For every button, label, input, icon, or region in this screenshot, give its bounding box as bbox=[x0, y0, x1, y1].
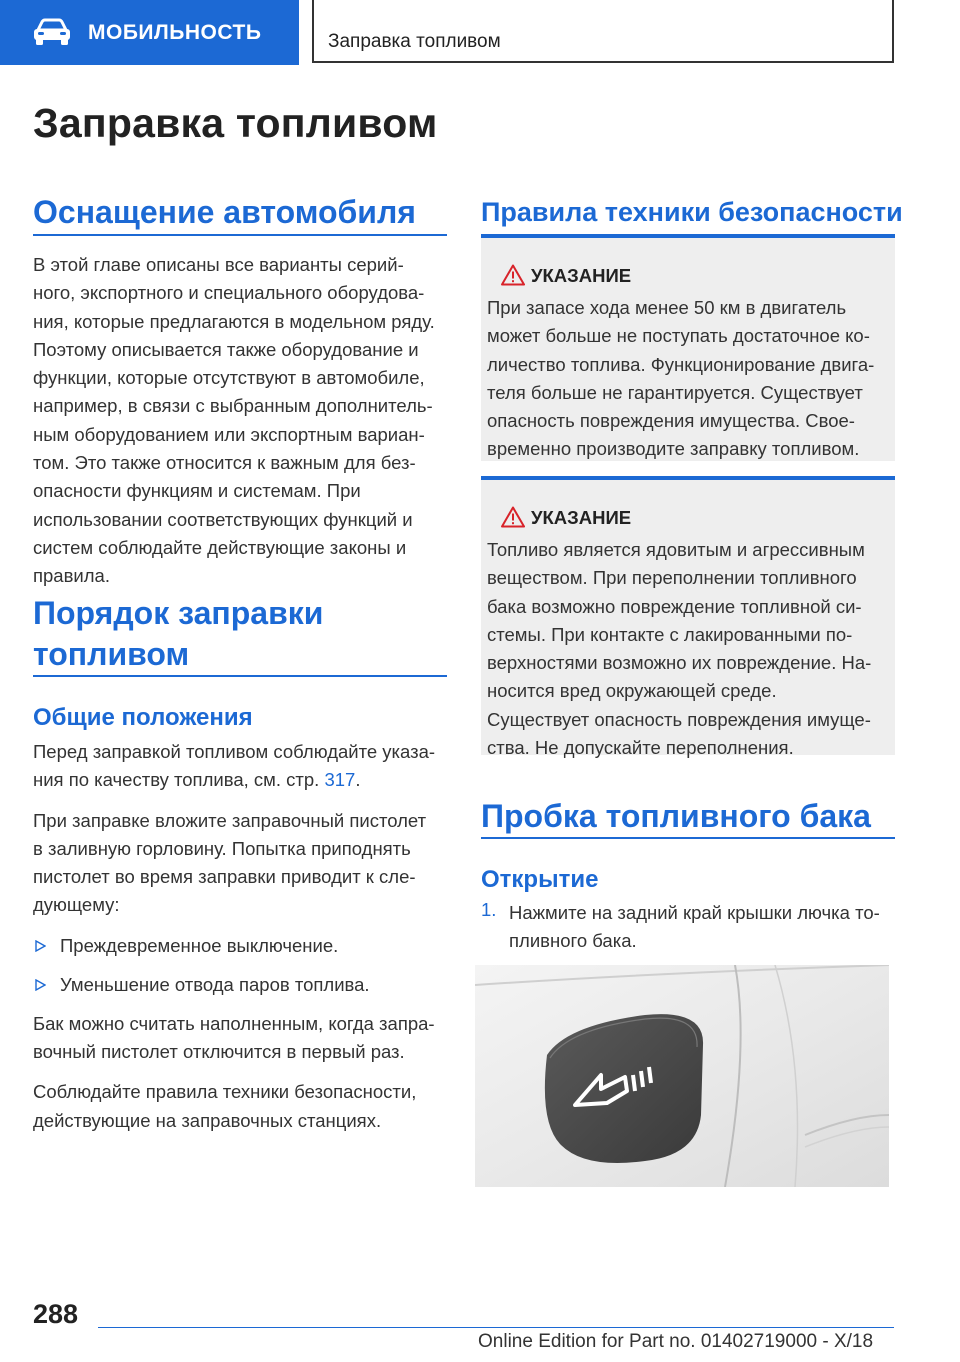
procedure-heading-line: Порядок заправки bbox=[33, 595, 324, 631]
text-line: правила. bbox=[33, 565, 110, 587]
text-line: ного, экспортного и специального оборудова- bbox=[33, 282, 425, 304]
safety-heading: Правила техники безопасности bbox=[481, 197, 903, 227]
text-line: дующему: bbox=[33, 894, 120, 916]
warning-box bbox=[481, 476, 895, 759]
warning-icon bbox=[501, 506, 525, 528]
text-line: теля больше не гарантируется. Существует bbox=[487, 381, 863, 403]
section-label: МОБИЛЬНОСТЬ bbox=[88, 21, 262, 44]
text-line: Перед заправкой топливом соблюдайте указа- bbox=[33, 741, 436, 762]
warning-title: УКАЗАНИЕ bbox=[531, 507, 632, 528]
text-line: личество топлива. Функционирование двига- bbox=[487, 353, 875, 375]
text-line: Существует опасность повреждения имуще- bbox=[487, 708, 871, 730]
text-line: В этой главе описаны все варианты серий- bbox=[33, 254, 404, 275]
text-line: стемы. При контакте с лакированными по- bbox=[487, 623, 853, 645]
general-text bbox=[33, 738, 453, 1135]
text-line: функции, которые отсутствуют в автомобиле, bbox=[33, 367, 425, 389]
fuel-flap-illustration bbox=[475, 965, 889, 1187]
text-line: ным оборудованием или экспортным вариан- bbox=[33, 423, 425, 445]
procedure-heading-line: топливом bbox=[33, 636, 190, 672]
text-line: опасности функциям и системам. При bbox=[33, 480, 361, 502]
text-line: действующие на заправочных станциях. bbox=[33, 1109, 382, 1131]
list-item bbox=[33, 932, 453, 960]
text-line: ния, которые предлагаются в модельном ряду. bbox=[33, 310, 435, 332]
triangle-bullet-icon bbox=[35, 940, 46, 952]
triangle-bullet-icon bbox=[35, 979, 46, 991]
bullet-text: Преждевременное выключение. bbox=[60, 934, 339, 956]
text-line: систем соблюдайте действующие законы и bbox=[33, 536, 407, 558]
footer-rule bbox=[98, 1327, 894, 1328]
section-tab[interactable] bbox=[0, 0, 299, 65]
text-line: бака возможно повреждение топливной си- bbox=[487, 595, 862, 617]
warning-title: УКАЗАНИЕ bbox=[531, 265, 632, 286]
page-title: Заправка топливом bbox=[33, 100, 438, 146]
text-line: временно производите заправку топливом. bbox=[487, 438, 860, 460]
heading-rule bbox=[33, 675, 447, 677]
bullet-text: Уменьшение отвода паров топлива. bbox=[60, 973, 370, 995]
text-line: например, в связи с выбранным дополнитель- bbox=[33, 395, 433, 417]
car-icon bbox=[32, 18, 72, 46]
text-line: ства. Не допускайте переполнения. bbox=[487, 737, 794, 759]
text-line: Соблюдайте правила техники безопасности, bbox=[33, 1081, 417, 1103]
step-item bbox=[481, 899, 895, 956]
warning-icon bbox=[501, 264, 525, 286]
text-line: может больше не поступать достаточное ко- bbox=[487, 325, 870, 347]
text-line: вочный пистолет отключится в первый раз. bbox=[33, 1041, 405, 1063]
text-line: Нажмите на задний край крышки лючка то- bbox=[509, 902, 880, 923]
step-number: 1. bbox=[481, 899, 497, 920]
page-link[interactable]: 317 bbox=[324, 769, 356, 791]
text-span: . bbox=[355, 769, 361, 791]
equipment-heading: Оснащение автомобиля bbox=[33, 194, 416, 230]
warning-header bbox=[487, 264, 895, 290]
heading-rule bbox=[481, 837, 895, 839]
text-line: в заливную горловину. Попытка приподнять bbox=[33, 837, 411, 859]
text-line: Бак можно считать наполненным, когда запра- bbox=[33, 1012, 435, 1034]
text-line: пливного бака. bbox=[509, 930, 637, 952]
text-line: При запасе хода менее 50 км в двигатель bbox=[487, 297, 847, 318]
text-line: пистолет во время заправки приводит к сле- bbox=[33, 866, 416, 888]
general-subheading: Общие положения bbox=[33, 704, 253, 731]
footer-edition: Online Edition for Part no. 01402719000 - X/18 bbox=[478, 1331, 874, 1352]
text-line: использовании соответствующих функций и bbox=[33, 508, 413, 530]
text-line: При заправке вложите заправочный пистолет bbox=[33, 809, 427, 831]
heading-rule bbox=[33, 234, 447, 236]
fuel-cap-heading: Пробка топливного бака bbox=[481, 798, 871, 834]
text-line: Топливо является ядовитым и агрессивным bbox=[487, 539, 865, 560]
text-span: ния по качеству топлива, см. стр. bbox=[33, 769, 325, 791]
open-subheading: Открытие bbox=[481, 866, 599, 893]
page-number: 288 bbox=[33, 1299, 79, 1329]
procedure-heading bbox=[33, 593, 323, 675]
text-line: носится вред окружающей среде. bbox=[487, 680, 777, 702]
text-line: верхностями возможно их повреждение. На- bbox=[487, 652, 872, 674]
list-item bbox=[33, 971, 453, 999]
equipment-text bbox=[33, 251, 453, 591]
text-line bbox=[33, 766, 453, 794]
text-line: веществом. При переполнении топливного bbox=[487, 567, 857, 589]
text-line: том. Это также относится к важным для без- bbox=[33, 452, 416, 474]
warning-box bbox=[481, 234, 895, 461]
breadcrumb: Заправка топливом bbox=[328, 31, 501, 52]
text-line: Поэтому описывается также оборудование и bbox=[33, 338, 419, 360]
text-line: опасность повреждения имущества. Свое- bbox=[487, 410, 855, 432]
warning-header bbox=[487, 506, 895, 532]
